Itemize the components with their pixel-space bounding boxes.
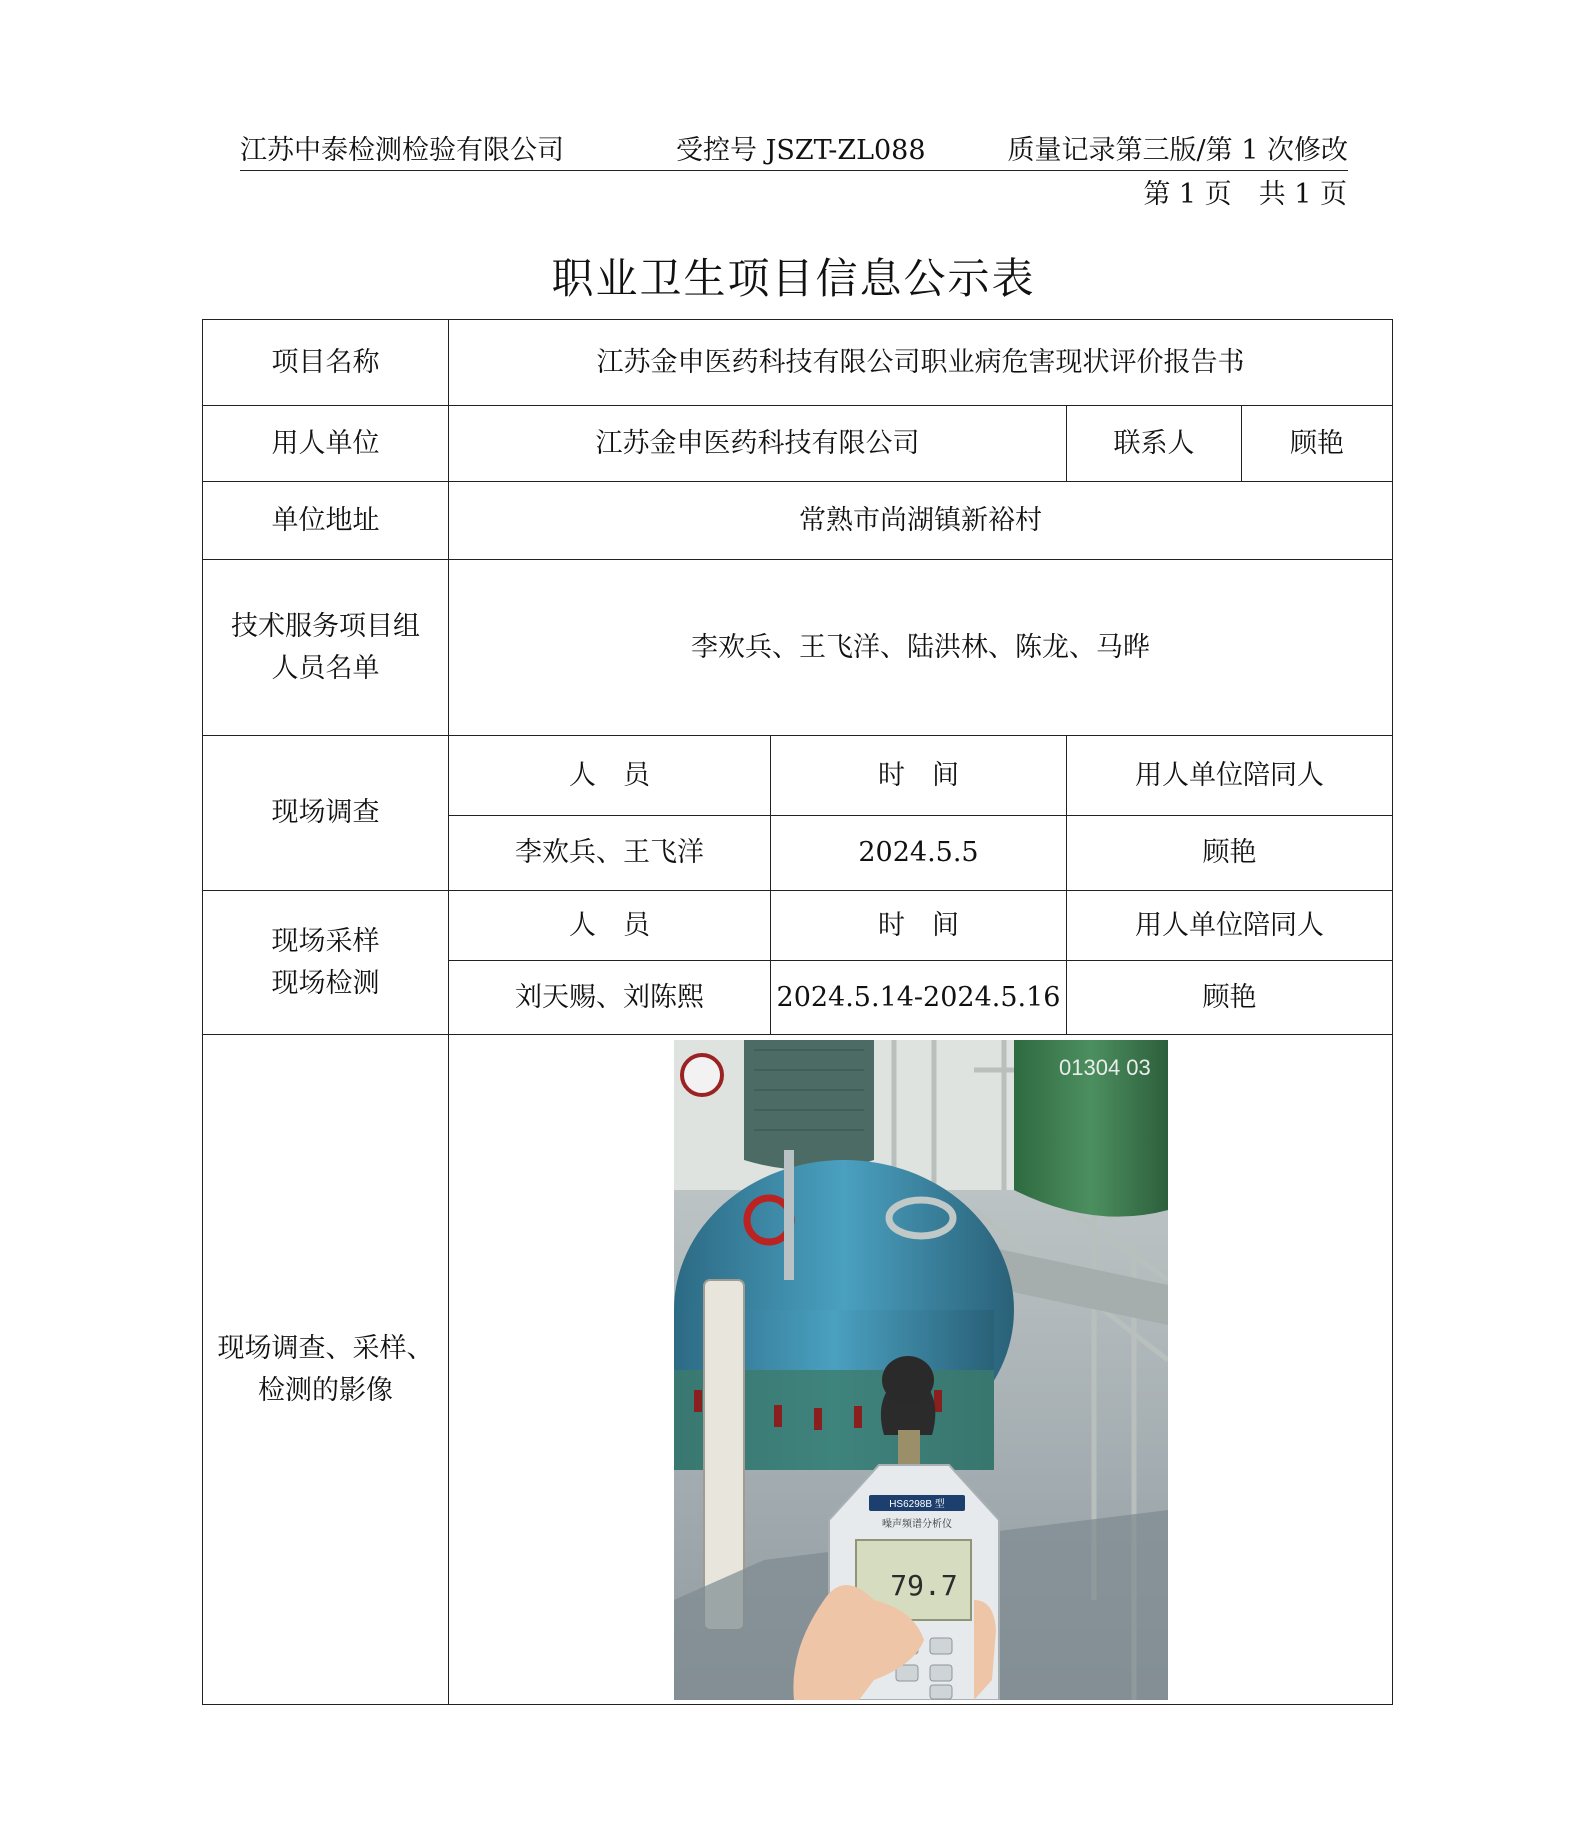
project-name-value: 江苏金申医药科技有限公司职业病危害现状评价报告书 <box>449 320 1393 406</box>
meter-model: HS6298B 型 <box>888 1498 945 1510</box>
row-address <box>203 482 1393 560</box>
sampling-label <box>203 891 449 1035</box>
meter-name: 噪声频谱分析仪 <box>881 1518 952 1530</box>
microphone-windscreen <box>882 1356 934 1404</box>
employer-value: 江苏金申医药科技有限公司 <box>449 406 1067 482</box>
row-sampling-header <box>203 891 1393 961</box>
header-control-number: 受控号 JSZT-ZL088 <box>676 135 926 166</box>
document-title: 职业卫生项目信息公示表 <box>551 254 1036 303</box>
image-label-line1: 现场调查、采样、 <box>217 1332 434 1364</box>
address-value: 常熟市尚湖镇新裕村 <box>449 482 1393 560</box>
image-cell <box>449 1035 1393 1705</box>
contact-value: 顾艳 <box>1242 406 1393 482</box>
address-label: 单位地址 <box>203 482 449 560</box>
team-members-value: 李欢兵、王飞洋、陆洪林、陈龙、马晔 <box>449 560 1393 736</box>
team-label-line2: 人员名单 <box>271 652 380 684</box>
sampling-time: 2024.5.14-2024.5.16 <box>771 961 1067 1035</box>
sampling-col-escort: 用人单位陪同人 <box>1067 891 1393 961</box>
sampling-col-time: 时 间 <box>771 891 1067 961</box>
survey-personnel: 李欢兵、王飞洋 <box>449 816 771 891</box>
tank-label: 01304 03 <box>1058 1054 1151 1080</box>
sampling-personnel: 刘天赐、刘陈熙 <box>449 961 771 1035</box>
survey-col-time: 时 间 <box>771 736 1067 816</box>
row-survey-header <box>203 736 1393 816</box>
info-table <box>202 319 1393 1705</box>
employer-label: 用人单位 <box>203 406 449 482</box>
team-label <box>203 560 449 736</box>
sampling-label-line2: 现场检测 <box>271 967 380 999</box>
document-header <box>240 128 1348 172</box>
header-divider <box>240 170 1348 171</box>
survey-col-escort: 用人单位陪同人 <box>1067 736 1393 816</box>
top-mesh-vessel <box>744 1040 874 1170</box>
thermometer-pipe <box>784 1150 794 1280</box>
image-label <box>203 1035 449 1705</box>
header-record-version: 质量记录第三版/第 1 次修改 <box>1007 135 1348 166</box>
row-team <box>203 560 1393 736</box>
site-photo <box>674 1040 1168 1700</box>
contact-label: 联系人 <box>1067 406 1242 482</box>
survey-escort: 顾艳 <box>1067 816 1393 891</box>
meter-reading: 79.7 <box>889 1568 958 1602</box>
team-label-line1: 技术服务项目组 <box>231 610 420 642</box>
row-image <box>203 1035 1393 1705</box>
sampling-label-line1: 现场采样 <box>271 925 380 957</box>
survey-col-personnel: 人 员 <box>449 736 771 816</box>
page-number: 第 1 页 共 1 页 <box>1143 179 1347 210</box>
survey-time: 2024.5.5 <box>771 816 1067 891</box>
row-employer <box>203 406 1393 482</box>
row-project-name <box>203 320 1393 406</box>
project-name-label: 项目名称 <box>203 320 449 406</box>
sampling-col-personnel: 人 员 <box>449 891 771 961</box>
sampling-escort: 顾艳 <box>1067 961 1393 1035</box>
header-company: 江苏中泰检测检验有限公司 <box>240 135 564 166</box>
survey-label: 现场调查 <box>203 736 449 891</box>
image-label-line2: 检测的影像 <box>258 1374 393 1406</box>
pressure-gauge <box>682 1055 722 1095</box>
